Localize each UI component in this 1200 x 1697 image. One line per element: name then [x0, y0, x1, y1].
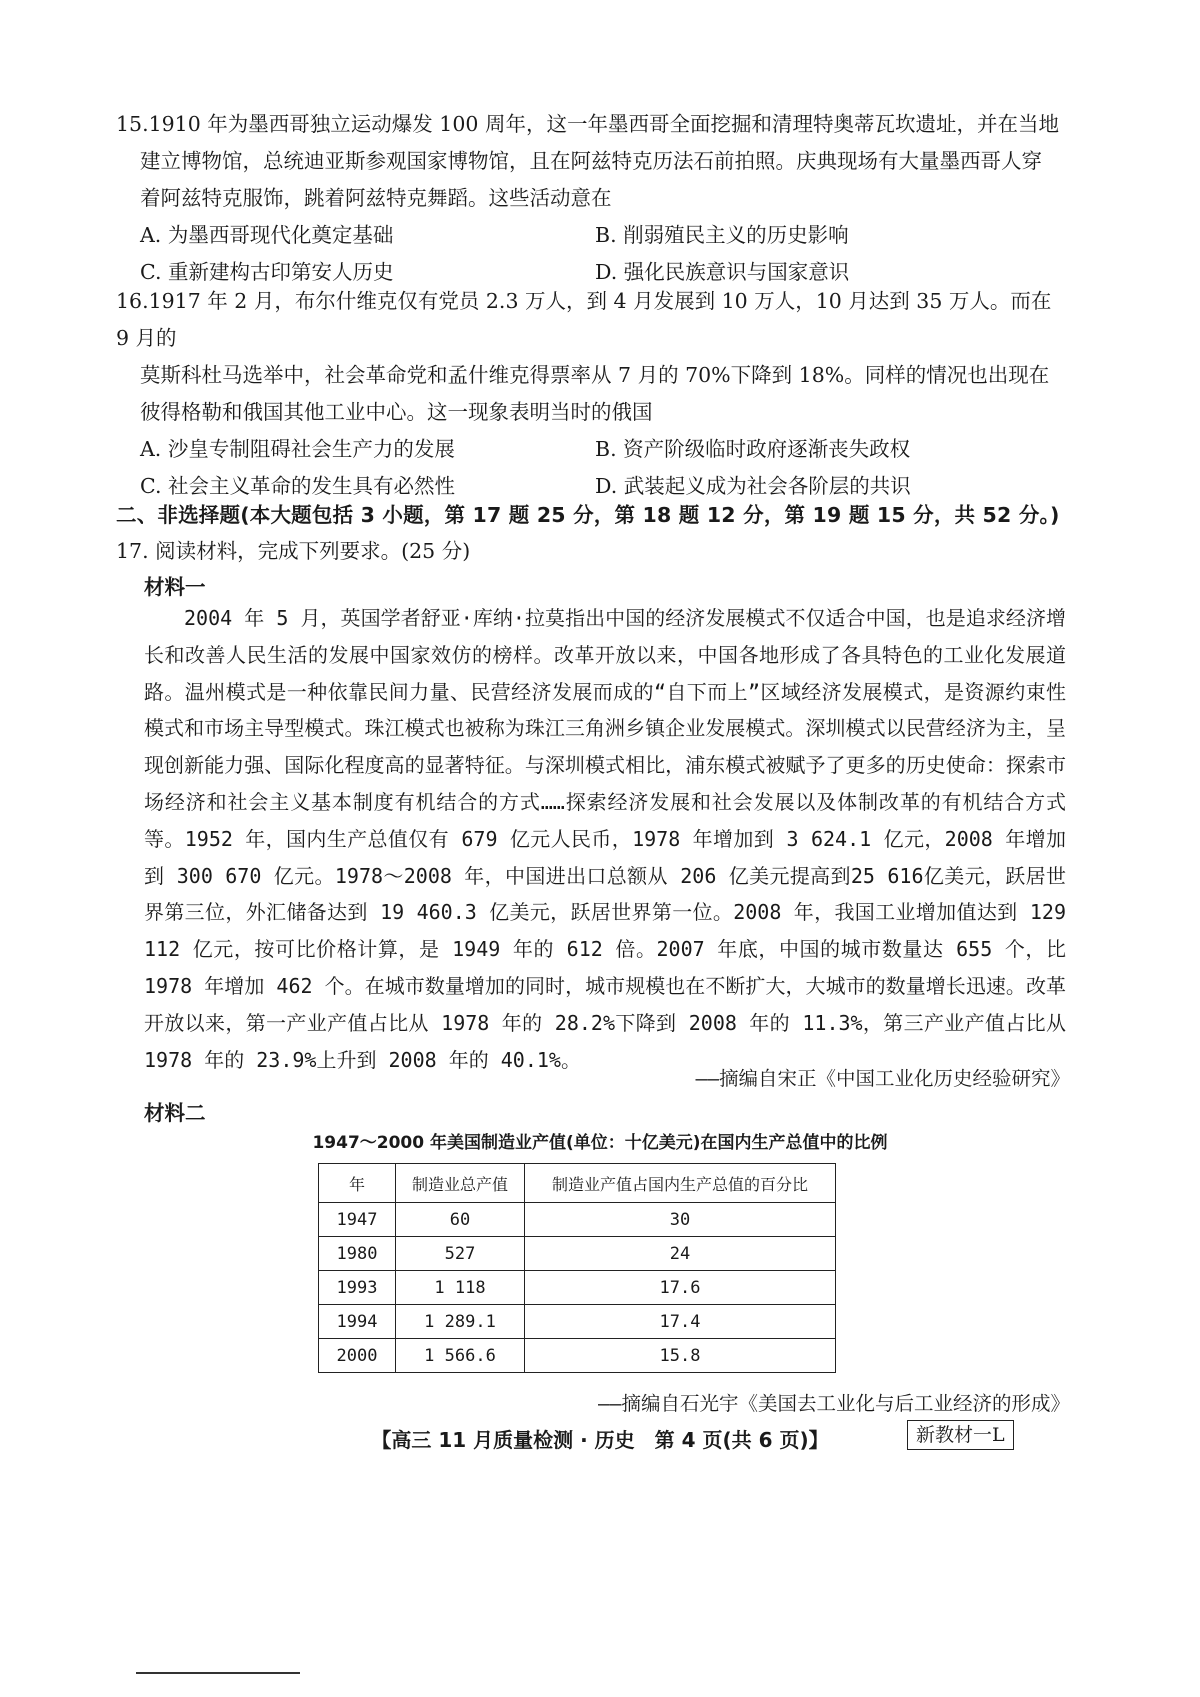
q15-line-3: 着阿兹特克服饰，跳着阿兹特克舞蹈。这些活动意在: [140, 186, 612, 210]
material-2-label: 材料二: [144, 1101, 206, 1125]
footer-page-info: 【高三 11 月质量检测 · 历史 第 4 页(共 6 页)】: [371, 1428, 829, 1452]
q15-option-a: A. 为墨西哥现代化奠定基础: [140, 223, 394, 247]
table-header-total: 制造业总产值: [396, 1164, 525, 1203]
table-cell-year: 2000: [319, 1339, 396, 1373]
q16-line-1: 16.1917 年 2 月，布尔什维克仅有党员 2.3 万人，到 4 月发展到 10 万人，10 月达到 35 万人。而在 9 月的: [116, 289, 1052, 350]
question-16: [116, 283, 1066, 505]
q15-option-d: D. 强化民族意识与国家意识: [595, 260, 850, 284]
material-2-source: ——摘编自石光宇《美国去工业化与后工业经济的形成》: [598, 1392, 1070, 1415]
q15-option-c: C. 重新建构古印第安人历史: [140, 260, 394, 284]
material-1-source: ——摘编自宋正《中国工业化历史经验研究》: [695, 1067, 1070, 1090]
q15-line-1: 15.1910 年为墨西哥独立运动爆发 100 周年，这一年墨西哥全面挖掘和清理特奥蒂瓦坎遗址，并在当地: [116, 112, 1059, 136]
edition-badge: 新教材一L: [907, 1420, 1014, 1450]
q15-options: [116, 217, 1066, 291]
table-cell-year: 1980: [319, 1237, 396, 1271]
material-1-text: 2004 年 5 月，英国学者舒亚·库纳·拉莫指出中国的经济发展模式不仅适合中国，也是追求经济增长和改善人民生活的发展中国家效仿的榜样。改革开放以来，中国各地形成了各具特色的工业化发展道路。温州模式是一种依靠民间力量、民营经济发展而成的“自下而上”区域经济发展模式，是资源约束性模式和市场主导型模式。珠江模式也被称为珠江三角洲乡镇企业发展模式。深圳模式以民营经济为主，呈现创新能力强、国际化程度高的显著特征。与深圳模式相比，浦东模式被赋予了更多的历史使命：探索市场经济和社会主义基本制度有机结合的方式……探索经济发展和社会发展以及体制改革的有机结合方式等。1952 年，国内生产总值仅有 679 亿元人民币，1978 年增加到 3 624.1 亿元，2008 年增加到 300 670 亿元。1978～2008 年，中国进出口总额从 206 亿美元提高到25 616亿美元，跃居世界第三位，外汇储备达到 19 460.3 亿美元，跃居世界第一位。2008 年，我国工业增加值达到 129 112 亿元，按可比价格计算，是 1949 年的 612 倍。2007 年底，中国的城市数量达 655 个，比 1978 年增加 462 个。在城市数量增加的同时，城市规模也在不断扩大，大城市的数量增长迅速。改革开放以来，第一产业产值占比从 1978 年的 28.2%下降到 2008 年的 11.3%，第三产业产值占比从 1978 年的 23.9%上升到 2008 年的 40.1%。: [144, 606, 1066, 1072]
table-row: [319, 1203, 836, 1237]
table-cell-percent: 24: [525, 1237, 836, 1271]
q16-line-3: 彼得格勒和俄国其他工业中心。这一现象表明当时的俄国: [140, 400, 653, 424]
table-row: [319, 1339, 836, 1373]
table-header-row: [319, 1164, 836, 1203]
table-cell-percent: 15.8: [525, 1339, 836, 1373]
table-cell-total: 1 289.1: [396, 1305, 525, 1339]
q16-option-b: B. 资产阶级临时政府逐渐丧失政权: [595, 437, 911, 461]
q16-option-d: D. 武装起义成为社会各阶层的共识: [595, 474, 911, 498]
q15-line-2: 建立博物馆，总统迪亚斯参观国家博物馆，且在阿兹特克历法石前拍照。庆典现场有大量墨西哥人穿: [140, 149, 1042, 173]
manufacturing-table: [318, 1163, 836, 1373]
table-cell-total: 527: [396, 1237, 525, 1271]
table-row: [319, 1237, 836, 1271]
section-2-heading: 二、非选择题(本大题包括 3 小题，第 17 题 25 分，第 18 题 12 分，第 19 题 15 分，共 52 分。): [116, 503, 1060, 527]
q15-option-b: B. 削弱殖民主义的历史影响: [595, 223, 849, 247]
table-row: [319, 1271, 836, 1305]
table-cell-year: 1993: [319, 1271, 396, 1305]
material-1-label: 材料一: [144, 575, 206, 599]
question-15: [116, 106, 1066, 291]
divider-line: [136, 1672, 300, 1674]
table-cell-year: 1947: [319, 1203, 396, 1237]
table-title: 1947～2000 年美国制造业产值(单位：十亿美元)在国内生产总值中的比例: [312, 1133, 888, 1153]
q16-line-2: 莫斯科杜马选举中，社会革命党和孟什维克得票率从 7 月的 70%下降到 18%。同样的情况也出现在: [140, 363, 1050, 387]
table-header-year: 年: [319, 1164, 396, 1203]
q17-stem: 17. 阅读材料，完成下列要求。(25 分): [116, 539, 471, 563]
table-cell-total: 60: [396, 1203, 525, 1237]
q16-option-c: C. 社会主义革命的发生具有必然性: [140, 474, 455, 498]
material-1-text-block: [144, 600, 1066, 1078]
table-cell-percent: 30: [525, 1203, 836, 1237]
q16-option-a: A. 沙皇专制阻碍社会生产力的发展: [140, 437, 455, 461]
table-cell-year: 1994: [319, 1305, 396, 1339]
table-cell-total: 1 118: [396, 1271, 525, 1305]
table-cell-total: 1 566.6: [396, 1339, 525, 1373]
table-row: [319, 1305, 836, 1339]
q16-options: [116, 431, 1066, 505]
table-cell-percent: 17.4: [525, 1305, 836, 1339]
table-cell-percent: 17.6: [525, 1271, 836, 1305]
table-header-percent: 制造业产值占国内生产总值的百分比: [525, 1164, 836, 1203]
